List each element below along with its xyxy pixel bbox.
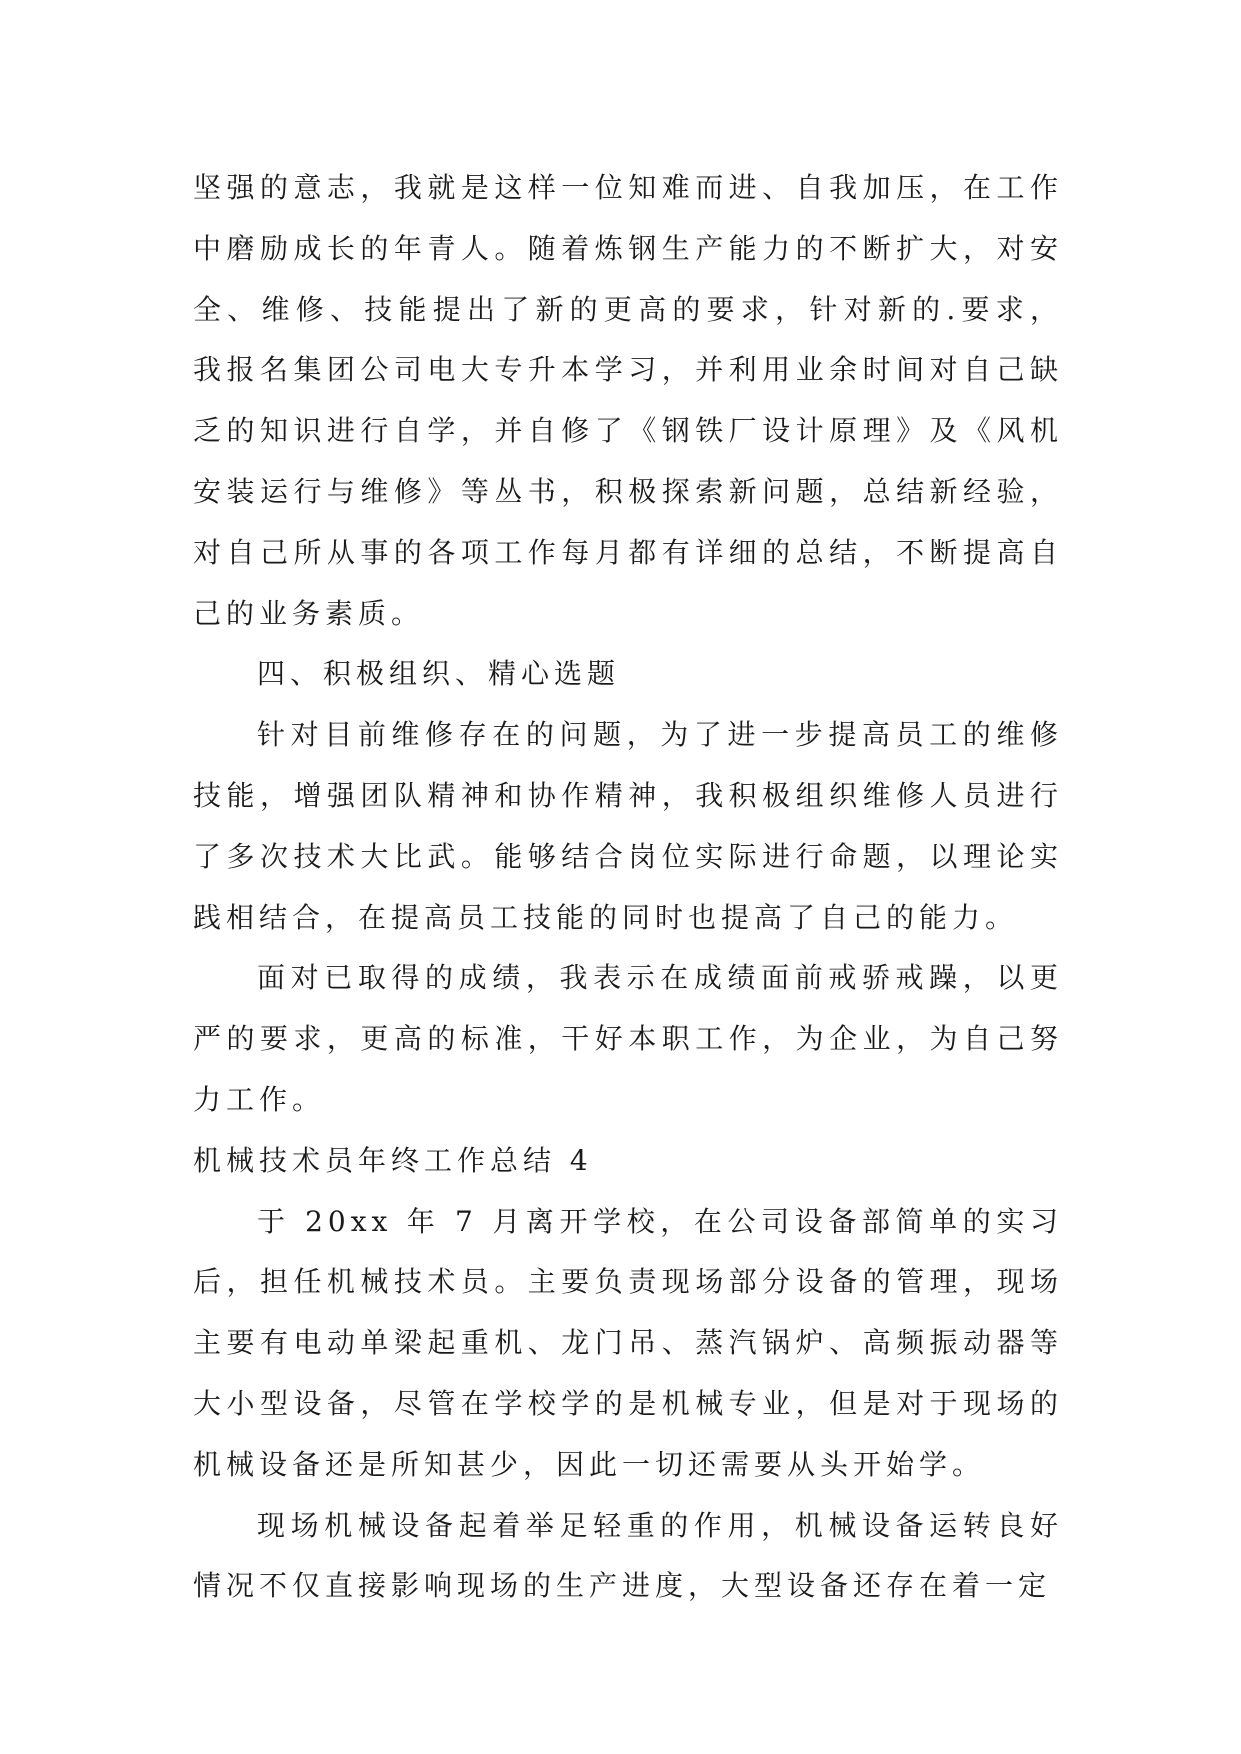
- paragraph-organize: 针对目前维修存在的问题，为了进一步提高员工的维修技能，增强团队精神和协作精神，我积极组织维修人员进行了多次技术大比武。能够结合岗位实际进行命题，以理论实践相结合，在提高员工技能的同时也提高了自己的能力。: [193, 718, 1063, 934]
- paragraph-intro: 于 20xx 年 7 月离开学校，在公司设备部简单的实习后，担任机械技术员。主要负责现场部分设备的管理，现场主要有电动单梁起重机、龙门吊、蒸汽锅炉、高频振动器等大小型设备，尽管在学校学的是机械专业，但是对于现场的机械设备还是所知甚少，因此一切还需要从头开始学。: [193, 1204, 1063, 1481]
- paragraph-continuation: 坚强的意志，我就是这样一位知难而进、自我加压，在工作中磨励成长的年青人。随着炼钢生产能力的不断扩大，对安全、维修、技能提出了新的更高的要求，针对新的.要求，我报名集团公司电大专升本学习，并利用业余时间对自己缺乏的知识进行自学，并自修了《钢铁厂设计原理》及《风机安装运行与维修》等丛书，积极探索新问题，总结新经验，对自己所从事的各项工作每月都有详细的总结，不断提高自己的业务素质。: [193, 171, 1063, 630]
- section-title: 机械技术员年终工作总结 4: [193, 1143, 593, 1177]
- subheading-four: 四、积极组织、精心选题: [257, 657, 621, 691]
- paragraph-equipment: 现场机械设备起着举足轻重的作用，机械设备运转良好情况不仅直接影响现场的生产进度，大型设备还存在着一定: [193, 1508, 1063, 1603]
- paragraph-achievements: 面对已取得的成绩，我表示在成绩面前戒骄戒躁，以更严的要求，更高的标准，干好本职工作，为企业，为自己努力工作。: [193, 961, 1063, 1116]
- document-page: [193, 158, 1063, 1617]
